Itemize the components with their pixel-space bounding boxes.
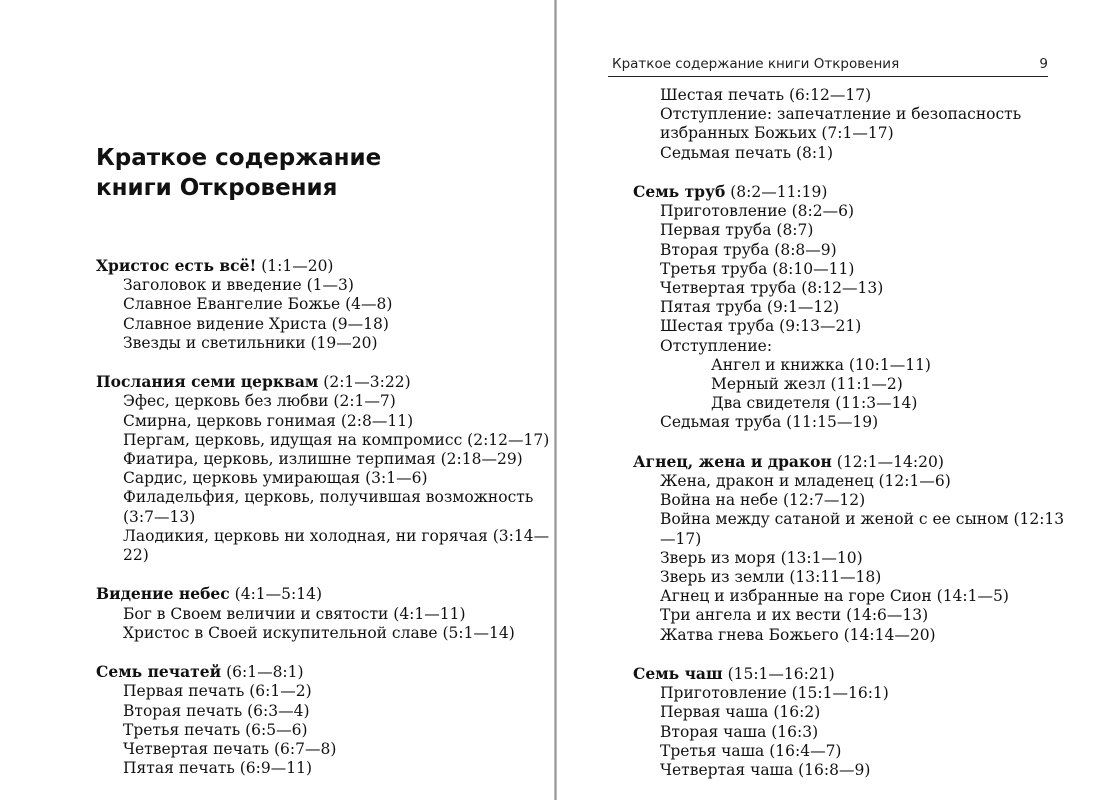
section-heading: [96, 256, 552, 276]
toc-item: Эфес, церковь без любви (2:1—7): [123, 392, 396, 411]
toc-item: Вторая труба (8:8—9): [660, 240, 837, 259]
section-heading: [96, 662, 552, 682]
chapter-title: [96, 143, 516, 203]
toc-item: Три ангела и их вести (14:6—13): [660, 606, 929, 625]
toc-item: Пятая печать (6:9—11): [123, 759, 313, 778]
section-heading: [633, 452, 1073, 472]
section-title: Семь труб: [633, 182, 726, 201]
toc-item: Смирна, церковь гонимая (2:8—11): [123, 411, 414, 430]
section-heading: [96, 584, 552, 604]
toc-item: Зверь из земли (13:11—18): [660, 568, 882, 587]
toc-item: Зверь из моря (13:1—10): [660, 548, 863, 567]
section-title: Агнец, жена и дракон: [633, 451, 832, 471]
toc-section: [96, 372, 552, 565]
toc-item: Звезды и светильники (19—20): [123, 333, 378, 352]
toc-item: Пергам, церковь, идущая на компромисс (2:12—17): [123, 430, 550, 449]
toc-section: [633, 452, 1073, 645]
toc-item: Пятая труба (9:1—12): [660, 298, 840, 317]
page-number: 9: [1039, 56, 1048, 72]
toc-item: Первая печать (6:1—2): [123, 682, 312, 701]
toc-item: Фиатира, церковь, излишне терпимая (2:18—29): [123, 450, 523, 469]
toc-item: Третья печать (6:5—6): [123, 720, 308, 739]
section-title: Послания семи церквам: [96, 372, 319, 392]
toc-item: Заголовок и введение (1—3): [123, 276, 354, 295]
toc-item: Шестая печать (6:12—17): [660, 86, 872, 104]
toc-left: [96, 256, 552, 798]
toc-item: Война между сатаной и женой с ее сыном (12:13—17): [660, 510, 1065, 548]
toc-item: Жена, дракон и младенец (12:1—6): [660, 472, 951, 491]
chapter-title-line-2: книги Откровения: [96, 175, 338, 201]
toc-item: Агнец и избранные на горе Сион (14:1—5): [660, 587, 1009, 606]
toc-subitem: Два свидетеля (11:3—14): [711, 394, 918, 413]
toc-section: [96, 662, 552, 778]
toc-section: [633, 664, 1073, 780]
toc-item: Седьмая труба (11:15—19): [660, 413, 879, 432]
toc-item: Шестая труба (9:13—21): [660, 317, 862, 336]
toc-subitem: Мерный жезл (11:1—2): [711, 375, 903, 394]
section-ref: (8:2—11:19): [730, 183, 828, 201]
toc-item: Христос в Своей искупительной славе (5:1—14): [123, 623, 515, 642]
section-ref: (4:1—5:14): [234, 585, 323, 604]
toc-item: Бог в Своем величии и святости (4:1—11): [123, 604, 466, 623]
toc-item: Третья чаша (16:4—7): [660, 741, 842, 760]
toc-item: Четвертая печать (6:7—8): [123, 740, 337, 759]
section-title: Видение небес: [96, 584, 230, 604]
toc-item: Отступление:: [660, 336, 773, 355]
toc-item: Вторая печать (6:3—4): [123, 701, 310, 720]
toc-item: Жатва гнева Божьего (14:14—20): [660, 625, 936, 644]
section-ref: (12:1—14:20): [836, 452, 944, 471]
section-heading: [96, 372, 552, 392]
section-ref: (6:1—8:1): [226, 663, 304, 682]
section-ref: (1:1—20): [261, 257, 334, 275]
toc-subitem: Ангел и книжка (10:1—11): [711, 355, 931, 374]
toc-item: Четвертая чаша (16:8—9): [660, 761, 871, 780]
toc-item: Сардис, церковь умирающая (3:1—6): [123, 469, 428, 488]
running-head-title: Краткое содержание книги Откровения: [612, 56, 900, 72]
toc-item: Лаодикия, церковь ни холодная, ни горячая (3:14—22): [123, 526, 550, 565]
toc-item: Война на небе (12:7—12): [660, 491, 866, 510]
toc-section: [96, 256, 552, 353]
toc-section: [96, 584, 552, 643]
toc-item: Первая чаша (16:2): [660, 703, 821, 722]
toc-section: [633, 182, 1073, 433]
toc-item: Приготовление (8:2—6): [660, 202, 855, 221]
toc-item: Четвертая труба (8:12—13): [660, 279, 884, 298]
section-title: Семь чаш: [633, 664, 723, 684]
running-head: [608, 56, 1048, 77]
toc-item: Первая труба (8:7): [660, 221, 814, 240]
section-title: Семь печатей: [96, 662, 222, 682]
toc-item: Третья труба (8:10—11): [660, 259, 855, 278]
toc-item: Отступление: запечатление и безопасность избранных Божьих (7:1—17): [660, 105, 1022, 143]
toc-continuation: [633, 86, 1073, 163]
toc-item: Славное Евангелие Божье (4—8): [123, 295, 393, 314]
section-title: Христос есть всё!: [96, 256, 257, 275]
toc-item: Славное видение Христа (9—18): [123, 314, 389, 333]
toc-item: Вторая чаша (16:3): [660, 722, 819, 741]
chapter-title-line-1: Краткое содержание: [96, 145, 382, 171]
section-ref: (2:1—3:22): [323, 373, 411, 392]
toc-item: Седьмая печать (8:1): [660, 143, 833, 162]
toc-right: [633, 86, 1073, 799]
section-ref: (15:1—16:21): [727, 665, 835, 684]
section-heading: [633, 664, 1073, 684]
section-heading: [633, 182, 1073, 202]
toc-item: Филадельфия, церковь, получившая возможность (3:7—13): [123, 488, 534, 526]
toc-item: Приготовление (15:1—16:1): [660, 684, 889, 703]
